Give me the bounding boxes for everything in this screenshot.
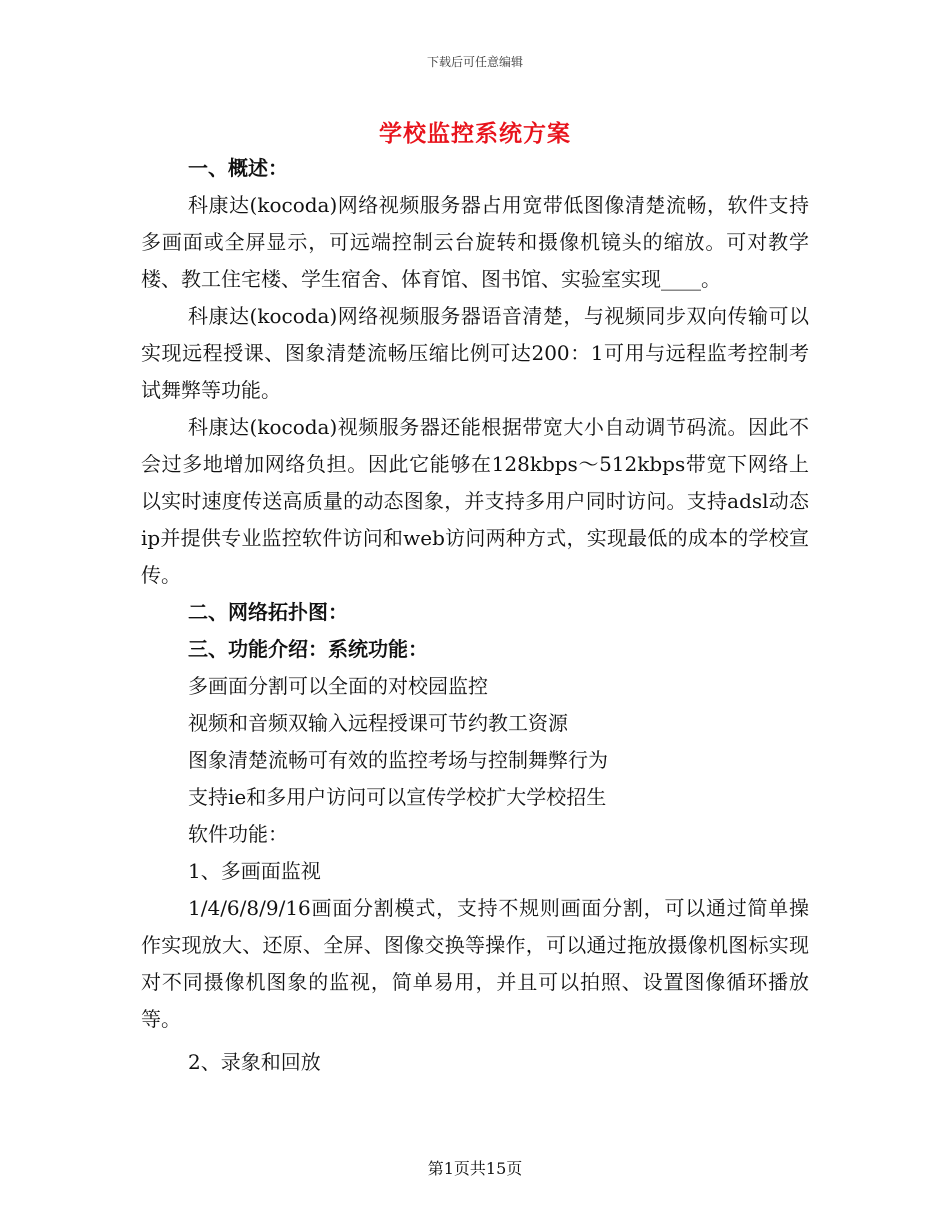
- software-label: 软件功能：: [188, 822, 288, 846]
- document-title: 学校监控系统方案: [379, 120, 571, 147]
- page-footer: 第1页共15页: [427, 1159, 523, 1178]
- overview-paragraph-1: 科康达(kocoda)网络视频服务器占用宽带低图像清楚流畅，软件支持多画面或全屏显示，可远端控制云台旋转和摄像机镜头的缩放。可对教学楼、教工住宅楼、学生宿舍、体育馆、图书馆、实验室实现____。: [141, 193, 809, 291]
- item-1-title: 1、多画面监视: [188, 859, 321, 883]
- feature-item: 视频和音频双输入远程授课可节约教工资源: [188, 711, 568, 735]
- item-2-title: 2、录象和回放: [188, 1050, 321, 1074]
- item-1-text: 1/4/6/8/9/16画面分割模式，支持不规则画面分割，可以通过简单操作实现放大、还原、全屏、图像交换等操作，可以通过拖放摄像机图标实现对不同摄像机图象的监视，简单易用，并且可以拍照、设置图像循环播放等。: [141, 896, 809, 1031]
- overview-paragraph-2: 科康达(kocoda)网络视频服务器语音清楚，与视频同步双向传输可以实现远程授课、图象清楚流畅压缩比例可达200：1可用与远程监考控制考试舞弊等功能。: [141, 304, 809, 402]
- overview-heading: 一、概述：: [188, 156, 288, 180]
- overview-paragraph-3: 科康达(kocoda)视频服务器还能根据带宽大小自动调节码流。因此不会过多地增加网络负担。因此它能够在128kbps～512kbps带宽下网络上以实时速度传送高质量的动态图象，并支持多用户同时访问。支持adsl动态ip并提供专业监控软件访问和web访问两种方式，实现最低的成本的学校宣传。: [141, 415, 809, 587]
- header-note: 下载后可任意编辑: [426, 55, 523, 69]
- feature-item: 多画面分割可以全面的对校园监控: [188, 674, 488, 698]
- feature-item: 支持ie和多用户访问可以宣传学校扩大学校招生: [188, 785, 607, 809]
- features-heading: 三、功能介绍：系统功能：: [188, 637, 428, 661]
- topology-heading: 二、网络拓扑图：: [188, 600, 348, 624]
- feature-item: 图象清楚流畅可有效的监控考场与控制舞弊行为: [188, 748, 608, 772]
- document-body: [141, 150, 809, 1081]
